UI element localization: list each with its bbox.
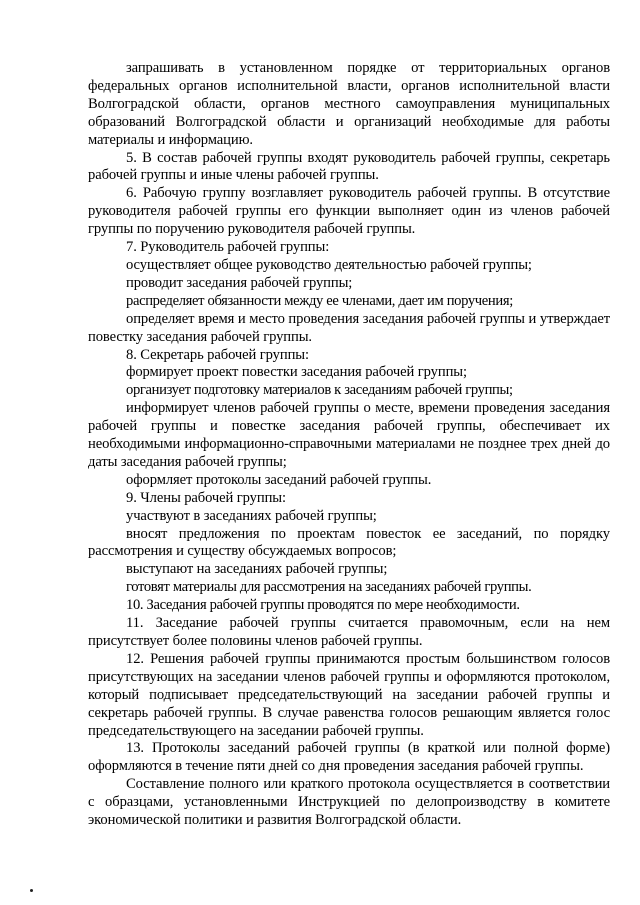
paragraph-8-item-3: информирует членов рабочей группы о месте, времени проведения заседания рабочей группы и повестке заседания рабочей группы, обеспечивает их необходимыми информационно-справочными материалами не позднее трех дней до даты заседания рабочей группы; [88,400,610,470]
paragraph-11: 11. Заседание рабочей группы считается правомочным, если на нем присутствует более половины членов рабочей группы. [88,615,610,649]
paragraph-10: 10. Заседания рабочей группы проводятся по мере необходимости. [126,597,520,614]
paragraph-7-item-4: определяет время и место проведения заседания рабочей группы и утверждает повестку заседания рабочей группы. [88,310,610,345]
paragraph-6: 6. Рабочую группу возглавляет руководитель рабочей группы. В отсутствие руководителя рабочей группы его функции выполняет один из членов рабочей группы по поручению руководителя рабочей группы. [88,185,610,238]
paragraph-7-item-2: проводит заседания рабочей группы; [126,274,353,291]
paragraph-9: 9. Члены рабочей группы: [126,489,286,506]
paragraph-intro: запрашивать в установленном порядке от территориальных органов федеральных органов исполнительной власти, органов исполнительной власти Волгоградской области, органов местного самоуправления муниципальных образований Волгоградской области и организаций необходимые для работы материалы и информацию. [88,60,610,148]
scan-artifact-dot [30,889,33,892]
document-page [88,60,610,830]
paragraph-9-item-3: выступают на заседаниях рабочей группы; [126,561,388,578]
paragraph-8-item-2: организует подготовку материалов к заседаниям рабочей группы; [126,382,513,399]
paragraph-8-item-1: формирует проект повестки заседания рабочей группы; [126,364,467,381]
paragraph-5: 5. В состав рабочей группы входят руководитель рабочей группы, секретарь рабочей группы и иные члены рабочей группы. [88,149,610,184]
paragraph-7-item-3: распределяет обязанности между ее членами, дает им поручения; [126,292,513,309]
paragraph-9-item-4: готовят материалы для рассмотрения на заседаниях рабочей группы. [126,579,532,596]
paragraph-7-item-1: осуществляет общее руководство деятельностью рабочей группы; [126,256,532,273]
paragraph-9-item-2: вносят предложения по проектам повесток ее заседаний, по порядку рассмотрения и существу обсуждаемых вопросов; [88,525,610,560]
paragraph-protocol: Составление полного или краткого протокола осуществляется в соответствии с образцами, установленными Инструкцией по делопроизводству в комитете экономической политики и развития Волгоградской области. [88,776,610,829]
paragraph-12: 12. Решения рабочей группы принимаются простым большинством голосов присутствующих на заседании членов рабочей группы и оформляются протоколом, который подписывает председательствующий на заседании рабочей группы и секретарь рабочей группы. В случае равенства голосов решающим является голос председательствующего на заседании рабочей группы. [88,650,610,739]
paragraph-8-item-4: оформляет протоколы заседаний рабочей группы. [126,471,432,488]
paragraph-9-item-1: участвуют в заседаниях рабочей группы; [126,507,377,524]
paragraph-13: 13. Протоколы заседаний рабочей группы (в краткой или полной форме) оформляются в течение пяти дней со дня проведения заседания рабочей группы. [88,740,610,775]
paragraph-8: 8. Секретарь рабочей группы: [126,346,309,363]
paragraph-7: 7. Руководитель рабочей группы: [126,239,330,256]
